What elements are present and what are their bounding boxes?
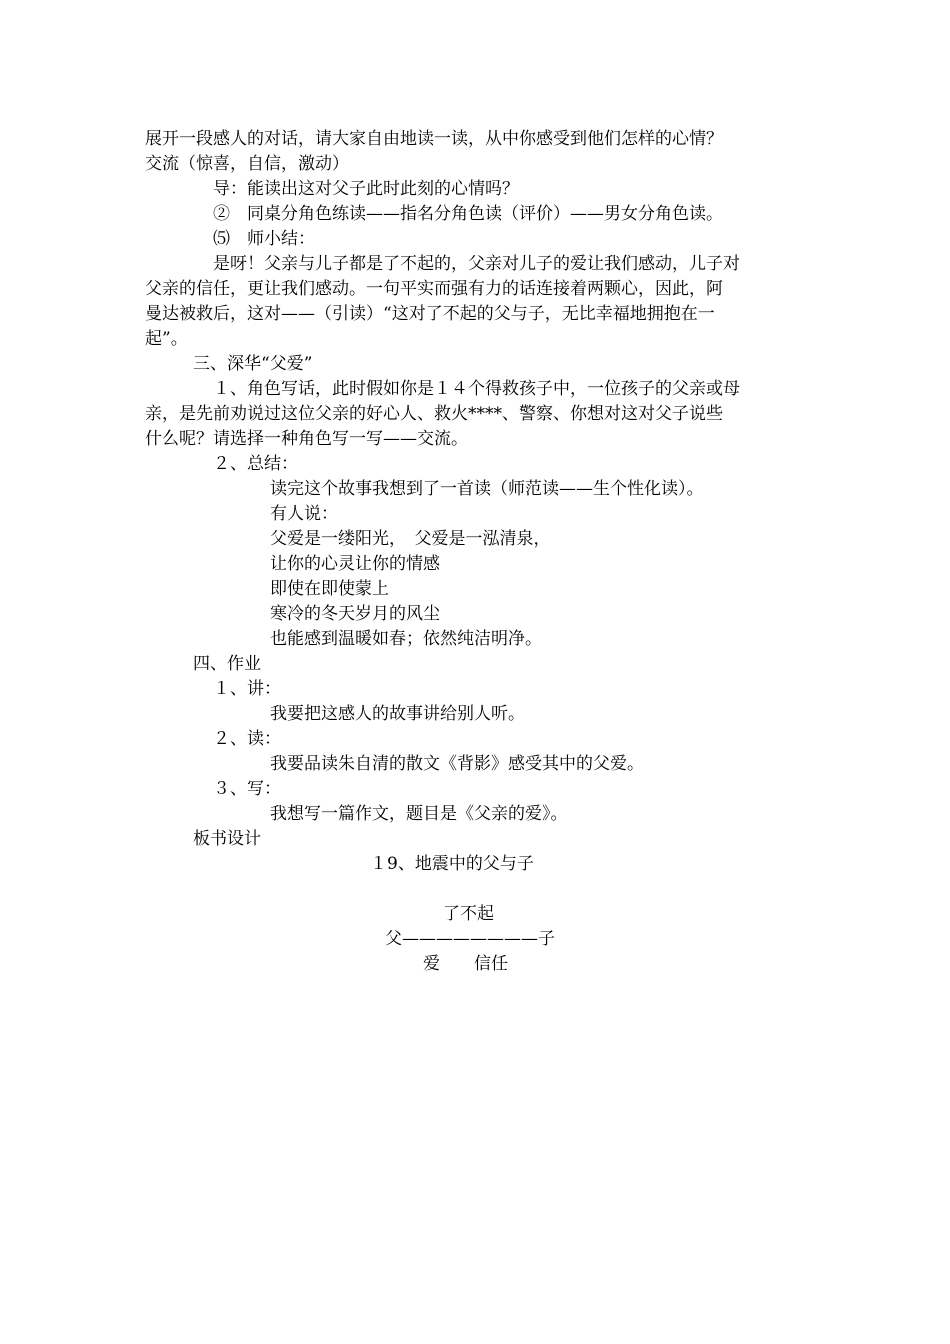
poem-line: 即使在即使蒙上 — [270, 579, 389, 599]
text-line: 亲，是先前劝说过这位父亲的好心人、救火****、警察、你想对这对父子说些 — [145, 404, 723, 424]
section-heading: 板书设计 — [193, 829, 261, 849]
text-line: ２、读： — [213, 729, 281, 749]
poem-line: 寒冷的冬天岁月的风尘 — [270, 604, 440, 624]
section-heading: 四、作业 — [193, 654, 261, 674]
text-line: ３、写： — [213, 779, 281, 799]
board-line: 父————————子 — [385, 929, 555, 949]
text-line: 曼达被救后，这对——（引读）“这对了不起的父与子，无比幸福地拥抱在一 — [145, 304, 715, 324]
text-line: ２、总结： — [213, 454, 298, 474]
text-line: 读完这个故事我想到了一首读（师范读——生个性化读）。 — [270, 479, 704, 499]
text-line: 交流（惊喜，自信，激动） — [145, 154, 349, 174]
text-line: 我想写一篇作文，题目是《父亲的爱》。 — [270, 804, 568, 824]
text-line: ② 同桌分角色练读——指名分角色读（评价）——男女分角色读。 — [213, 204, 723, 224]
text-line: 我要品读朱自清的散文《背影》感受其中的父爱。 — [270, 754, 644, 774]
board-title: １9、地震中的父与子 — [370, 854, 534, 874]
text-line: １、角色写话，此时假如你是１４个得救孩子中，一位孩子的父亲或母 — [213, 379, 740, 399]
text-line: 展开一段感人的对话，请大家自由地读一读，从中你感受到他们怎样的心情？ — [145, 129, 723, 149]
text-line: 导：能读出这对父子此时此刻的心情吗？ — [213, 179, 519, 199]
board-line: 爱 信任 — [423, 954, 508, 974]
text-line: 什么呢？请选择一种角色写一写——交流。 — [145, 429, 468, 449]
text-line: 起”。 — [145, 329, 188, 349]
section-heading: 三、深华“父爱” — [193, 354, 313, 374]
poem-line: 父爱是一缕阳光， 父爱是一泓清泉， — [270, 529, 551, 549]
poem-line: 让你的心灵让你的情感 — [270, 554, 440, 574]
text-line: １、讲： — [213, 679, 281, 699]
text-line: 我要把这感人的故事讲给别人听。 — [270, 704, 525, 724]
poem-line: 也能感到温暖如春；依然纯洁明净。 — [270, 629, 542, 649]
text-line: 父亲的信任，更让我们感动。一句平实而强有力的话连接着两颗心，因此，阿 — [145, 279, 723, 299]
text-line: 有人说： — [270, 504, 338, 524]
board-line: 了不起 — [443, 904, 494, 924]
text-line: ⑸ 师小结： — [213, 229, 315, 249]
text-line: 是呀！父亲与儿子都是了不起的，父亲对儿子的爱让我们感动，儿子对 — [213, 254, 740, 274]
